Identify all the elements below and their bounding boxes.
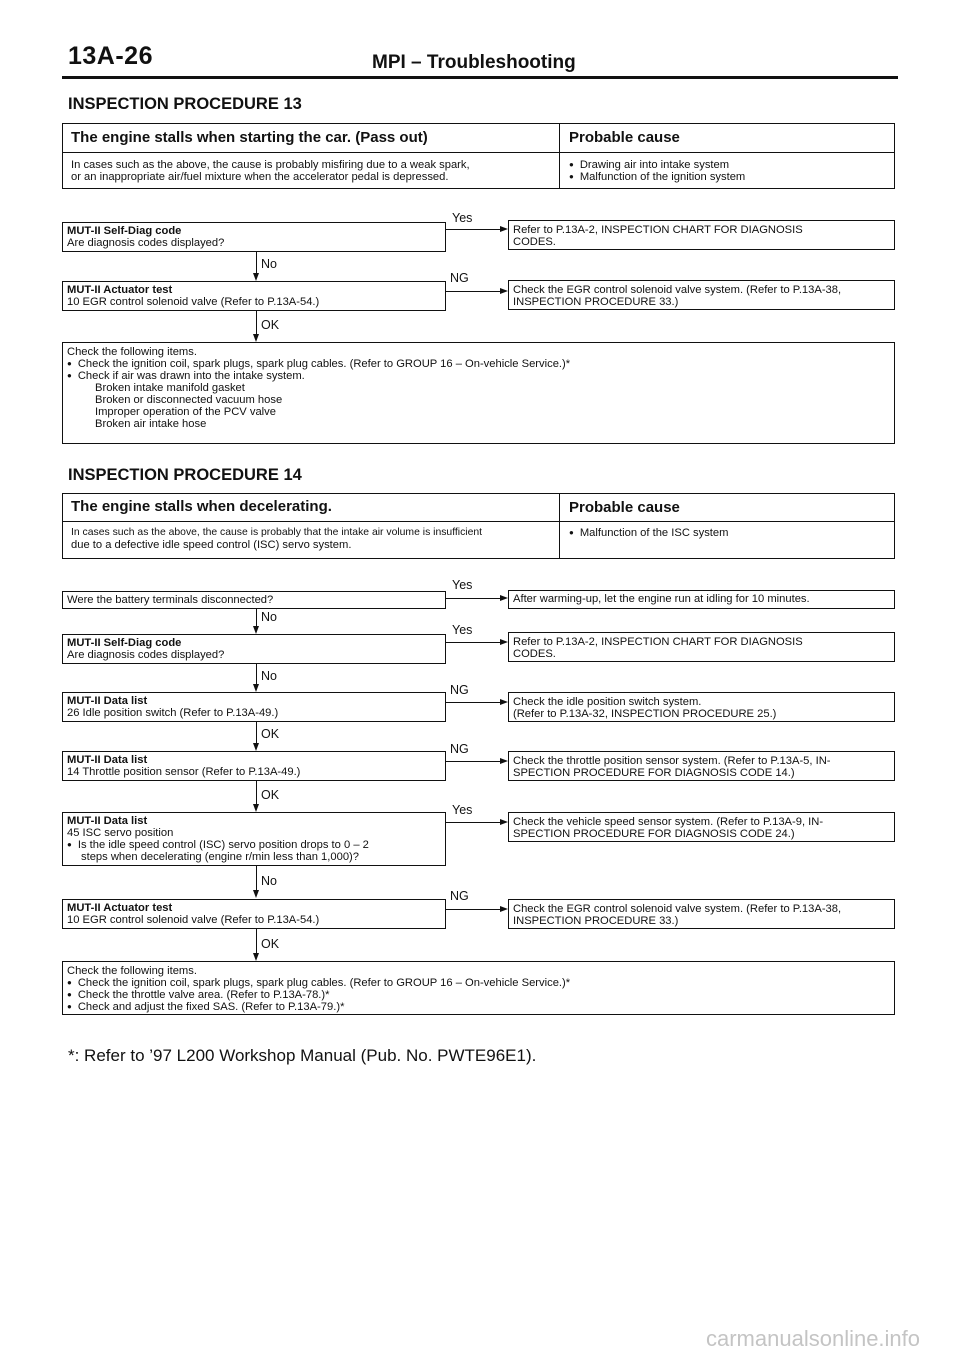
arrow-head [253, 273, 259, 281]
flow-connector [256, 252, 257, 274]
result-box [508, 220, 895, 250]
branch-label: Yes [452, 211, 473, 225]
result-text: CODES. [513, 648, 556, 660]
down-label: OK [261, 788, 280, 802]
flow-connector [256, 664, 257, 685]
step-title: MUT-II Data list [67, 815, 148, 827]
arrow-head [500, 639, 508, 645]
arrow-head [500, 595, 508, 601]
result-text: Check the EGR control solenoid valve system. (Refer to P.13A-38, [513, 903, 842, 915]
arrow-head [500, 758, 508, 764]
branch-arrow [446, 909, 504, 910]
arrow-head [253, 684, 259, 692]
step-title: MUT-II Data list [67, 754, 148, 766]
branch-arrow [446, 761, 504, 762]
branch-arrow [446, 291, 504, 292]
arrow-head [253, 890, 259, 898]
branch-arrow [446, 598, 504, 599]
arrow-head [253, 334, 259, 342]
result-text: INSPECTION PROCEDURE 33.) [513, 915, 679, 927]
final-bullet: ● Check the ignition coil, spark plugs, spark plug cables. (Refer to GROUP 16 – On-vehicle Service.)* [67, 977, 570, 991]
result-text: INSPECTION PROCEDURE 33.) [513, 296, 679, 308]
result-box [508, 812, 895, 842]
probable-cause-title: Probable cause [569, 499, 680, 516]
down-label: No [261, 257, 277, 271]
flow-step-box [62, 591, 446, 609]
down-label: OK [261, 727, 280, 741]
step-title: MUT-II Self-Diag code [67, 225, 182, 237]
branch-label: Yes [452, 578, 473, 592]
arrow-head [500, 226, 508, 232]
flow-connector [256, 609, 257, 627]
step-text: 45 ISC servo position [67, 827, 174, 839]
flow-connector [256, 866, 257, 891]
step-text: steps when decelerating (engine r/min less than 1,000)? [81, 851, 359, 863]
procedure-14-summary-table [62, 493, 895, 559]
final-check-box [62, 961, 895, 1015]
procedure-14-heading: INSPECTION PROCEDURE 14 [68, 466, 302, 484]
step-text: Are diagnosis codes displayed? [67, 649, 225, 661]
final-bullet: ● Check if air was drawn into the intake system. [67, 370, 305, 384]
symptom-description-line: In cases such as the above, the cause is probably that the intake air volume is insufficient [71, 527, 483, 538]
probable-cause-item: ● Malfunction of the ISC system [569, 527, 728, 541]
down-label: No [261, 610, 277, 624]
result-text: Refer to P.13A-2, INSPECTION CHART FOR DIAGNOSIS [513, 224, 803, 236]
result-text: (Refer to P.13A-32, INSPECTION PROCEDURE 25.) [513, 708, 777, 720]
branch-arrow [446, 229, 504, 230]
result-box [508, 632, 895, 662]
step-text: Were the battery terminals disconnected? [67, 594, 274, 606]
arrow-head [500, 699, 508, 705]
step-title: MUT-II Self-Diag code [67, 637, 182, 649]
flow-connector [256, 929, 257, 954]
result-box [508, 280, 895, 310]
flow-step-box [62, 692, 446, 722]
result-text: SPECTION PROCEDURE FOR DIAGNOSIS CODE 14.) [513, 767, 795, 779]
branch-label: NG [450, 683, 469, 697]
arrow-head [253, 743, 259, 751]
flow-step-box [62, 281, 446, 311]
flow-step-box [62, 812, 446, 866]
result-text: Refer to P.13A-2, INSPECTION CHART FOR DIAGNOSIS [513, 636, 803, 648]
result-text: CODES. [513, 236, 556, 248]
header-rule [62, 76, 898, 79]
flow-step-box [62, 751, 446, 781]
down-label: OK [261, 937, 280, 951]
result-text: After warming-up, let the engine run at idling for 10 minutes. [513, 593, 810, 605]
arrow-head [253, 804, 259, 812]
result-text: Check the idle position switch system. [513, 696, 702, 708]
final-check-box [62, 342, 895, 444]
branch-arrow [446, 822, 504, 823]
result-box [508, 751, 895, 781]
final-intro: Check the following items. [67, 965, 197, 977]
symptom-title: The engine stalls when decelerating. [71, 498, 332, 515]
branch-label: NG [450, 889, 469, 903]
result-text: Check the EGR control solenoid valve system. (Refer to P.13A-38, [513, 284, 842, 296]
result-text: Check the throttle position sensor system. (Refer to P.13A-5, IN- [513, 755, 831, 767]
flow-connector [256, 781, 257, 805]
branch-arrow [446, 642, 504, 643]
symptom-description-line: or an inappropriate air/fuel mixture when the accelerator pedal is depressed. [71, 171, 449, 183]
flow-step-box [62, 899, 446, 929]
step-text: 10 EGR control solenoid valve (Refer to P.13A-54.) [67, 914, 320, 926]
flow-connector [256, 722, 257, 744]
step-title: MUT-II Data list [67, 695, 148, 707]
step-text: ● Is the idle speed control (ISC) servo position drops to 0 – 2 [67, 839, 369, 853]
symptom-title: The engine stalls when starting the car. (Pass out) [71, 129, 428, 146]
final-bullet: ● Check the ignition coil, spark plugs, spark plug cables. (Refer to GROUP 16 – On-vehicle Service.)* [67, 358, 570, 372]
footnote: *: Refer to ’97 L200 Workshop Manual (Pub. No. PWTE96E1). [68, 1046, 537, 1065]
final-sub-item: Broken intake manifold gasket [95, 382, 245, 394]
result-box [508, 899, 895, 929]
arrow-head [500, 288, 508, 294]
final-sub-item: Broken air intake hose [95, 418, 207, 430]
arrow-head [500, 819, 508, 825]
final-bullet: ● Check and adjust the fixed SAS. (Refer to P.13A-79.)* [67, 1001, 344, 1015]
symptom-description-line: In cases such as the above, the cause is probably misfiring due to a weak spark, [71, 159, 470, 171]
watermark: carmanualsonline.info [706, 1326, 921, 1351]
down-label: No [261, 669, 277, 683]
probable-cause-title: Probable cause [569, 129, 680, 146]
result-text: Check the vehicle speed sensor system. (Refer to P.13A-9, IN- [513, 816, 824, 828]
flow-connector [256, 311, 257, 335]
final-bullet: ● Check the throttle valve area. (Refer to P.13A-78.)* [67, 989, 330, 1003]
step-text: 10 EGR control solenoid valve (Refer to P.13A-54.) [67, 296, 320, 308]
step-text: 14 Throttle position sensor (Refer to P.13A-49.) [67, 766, 301, 778]
result-text: SPECTION PROCEDURE FOR DIAGNOSIS CODE 24.) [513, 828, 795, 840]
branch-label: Yes [452, 803, 473, 817]
probable-cause-item: ● Drawing air into intake system [569, 159, 729, 173]
branch-label: NG [450, 742, 469, 756]
final-intro: Check the following items. [67, 346, 197, 358]
result-box [508, 590, 895, 609]
procedure-13-summary-table [62, 123, 895, 189]
branch-arrow [446, 702, 504, 703]
branch-label: Yes [452, 623, 473, 637]
procedure-13-heading: INSPECTION PROCEDURE 13 [68, 95, 302, 113]
branch-label: NG [450, 271, 469, 285]
final-sub-item: Broken or disconnected vacuum hose [95, 394, 283, 406]
flow-step-box [62, 222, 446, 252]
final-sub-item: Improper operation of the PCV valve [95, 406, 276, 418]
arrow-head [253, 626, 259, 634]
step-text: 26 Idle position switch (Refer to P.13A-49.) [67, 707, 279, 719]
result-box [508, 692, 895, 722]
step-title: MUT-II Actuator test [67, 902, 173, 914]
flow-step-box [62, 634, 446, 664]
page-title: MPI – Troubleshooting [372, 52, 576, 73]
symptom-description-line: due to a defective idle speed control (ISC) servo system. [71, 539, 352, 551]
page-number: 13A-26 [68, 42, 153, 70]
arrow-head [500, 906, 508, 912]
step-text: Are diagnosis codes displayed? [67, 237, 225, 249]
probable-cause-item: ● Malfunction of the ignition system [569, 171, 745, 185]
arrow-head [253, 953, 259, 961]
down-label: OK [261, 318, 280, 332]
step-title: MUT-II Actuator test [67, 284, 173, 296]
down-label: No [261, 874, 277, 888]
